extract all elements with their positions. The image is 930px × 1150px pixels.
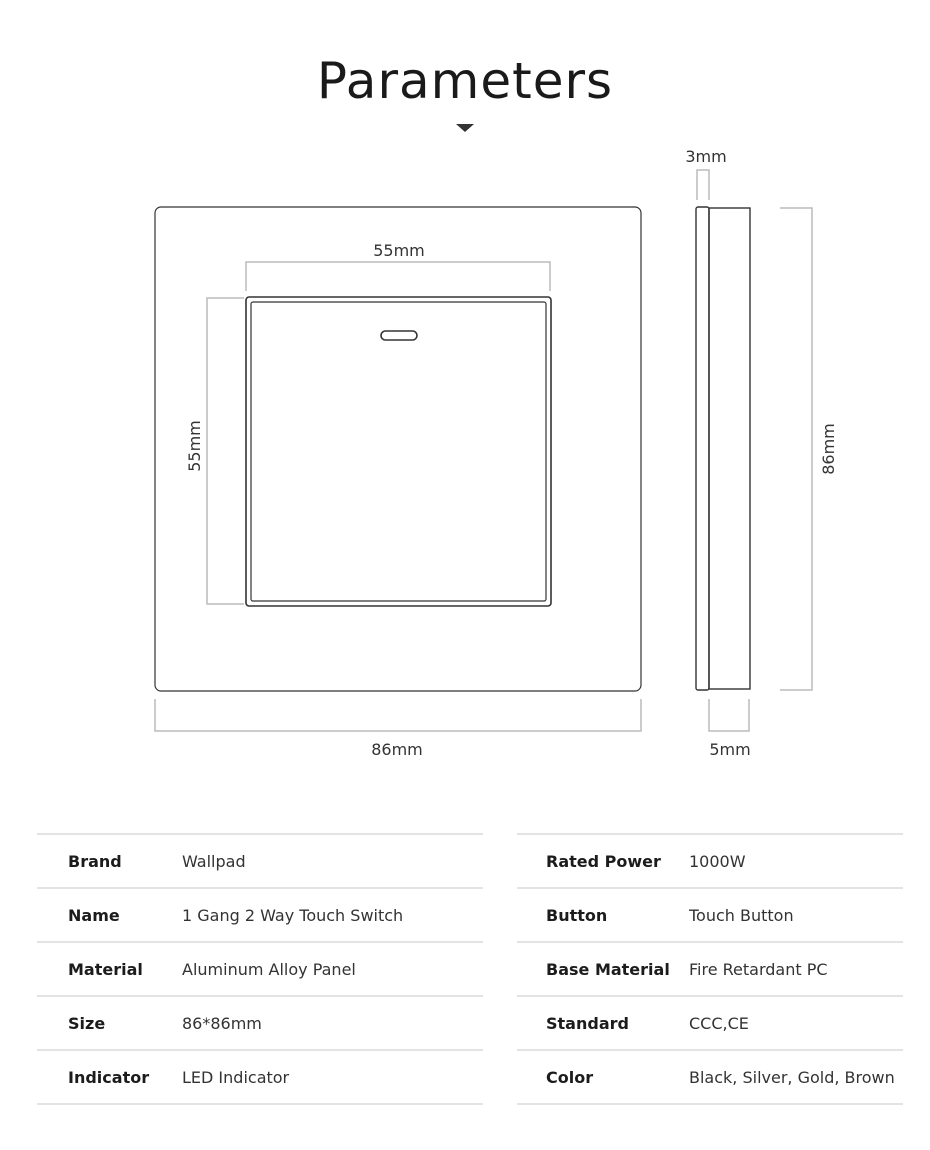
spec-label: Base Material [546, 959, 670, 979]
spec-row-brand [37, 833, 483, 887]
spec-row-indicator [37, 1049, 483, 1105]
outer-plate [155, 207, 641, 691]
side-body [709, 208, 750, 689]
spec-label: Color [546, 1067, 594, 1087]
spec-row-rated-power [517, 833, 903, 887]
page-title: Parameters [316, 52, 614, 110]
spec-row-material [37, 941, 483, 995]
label-inner-height: 55mm [185, 420, 204, 472]
inner-button-outer [246, 297, 551, 606]
spec-row-size [37, 995, 483, 1049]
dim-line-inner-height [207, 298, 244, 604]
label-outer-height: 86mm [819, 423, 838, 475]
spec-value: 86*86mm [182, 1013, 262, 1033]
spec-value: Fire Retardant PC [689, 959, 828, 979]
spec-row-name [37, 887, 483, 941]
spec-label: Button [546, 905, 608, 925]
dim-line-inner-width [246, 262, 550, 291]
spec-table-left [37, 833, 483, 1105]
spec-value: Touch Button [689, 905, 794, 925]
spec-value: LED Indicator [182, 1067, 290, 1087]
spec-row-standard [517, 995, 903, 1049]
spec-value: Aluminum Alloy Panel [182, 959, 356, 979]
led-indicator-icon [381, 331, 417, 340]
spec-label: Brand [68, 851, 122, 871]
spec-value: 1000W [689, 851, 746, 871]
label-front-thickness: 3mm [685, 147, 727, 166]
dim-line-front-thickness [697, 170, 709, 200]
label-outer-width: 86mm [371, 740, 423, 759]
inner-button-inner [251, 302, 546, 601]
label-inner-width: 55mm [373, 241, 425, 260]
spec-row-button [517, 887, 903, 941]
side-front-plate [696, 207, 709, 690]
dim-line-body-depth [709, 699, 749, 731]
spec-value: Wallpad [182, 851, 246, 871]
label-body-depth: 5mm [709, 740, 751, 759]
spec-value: CCC,CE [689, 1013, 749, 1033]
spec-value: 1 Gang 2 Way Touch Switch [182, 905, 404, 925]
spec-label: Name [68, 905, 120, 925]
spec-row-color [517, 1049, 903, 1105]
spec-table-right [517, 833, 903, 1105]
spec-row-base-material [517, 941, 903, 995]
spec-label: Size [68, 1013, 106, 1033]
spec-value: Black, Silver, Gold, Brown [689, 1067, 895, 1087]
spec-label: Standard [546, 1013, 629, 1033]
spec-label: Rated Power [546, 851, 661, 871]
spec-label: Material [68, 959, 143, 979]
dim-line-outer-height [780, 208, 812, 690]
spec-label: Indicator [68, 1067, 150, 1087]
dim-line-outer-width [155, 699, 641, 731]
